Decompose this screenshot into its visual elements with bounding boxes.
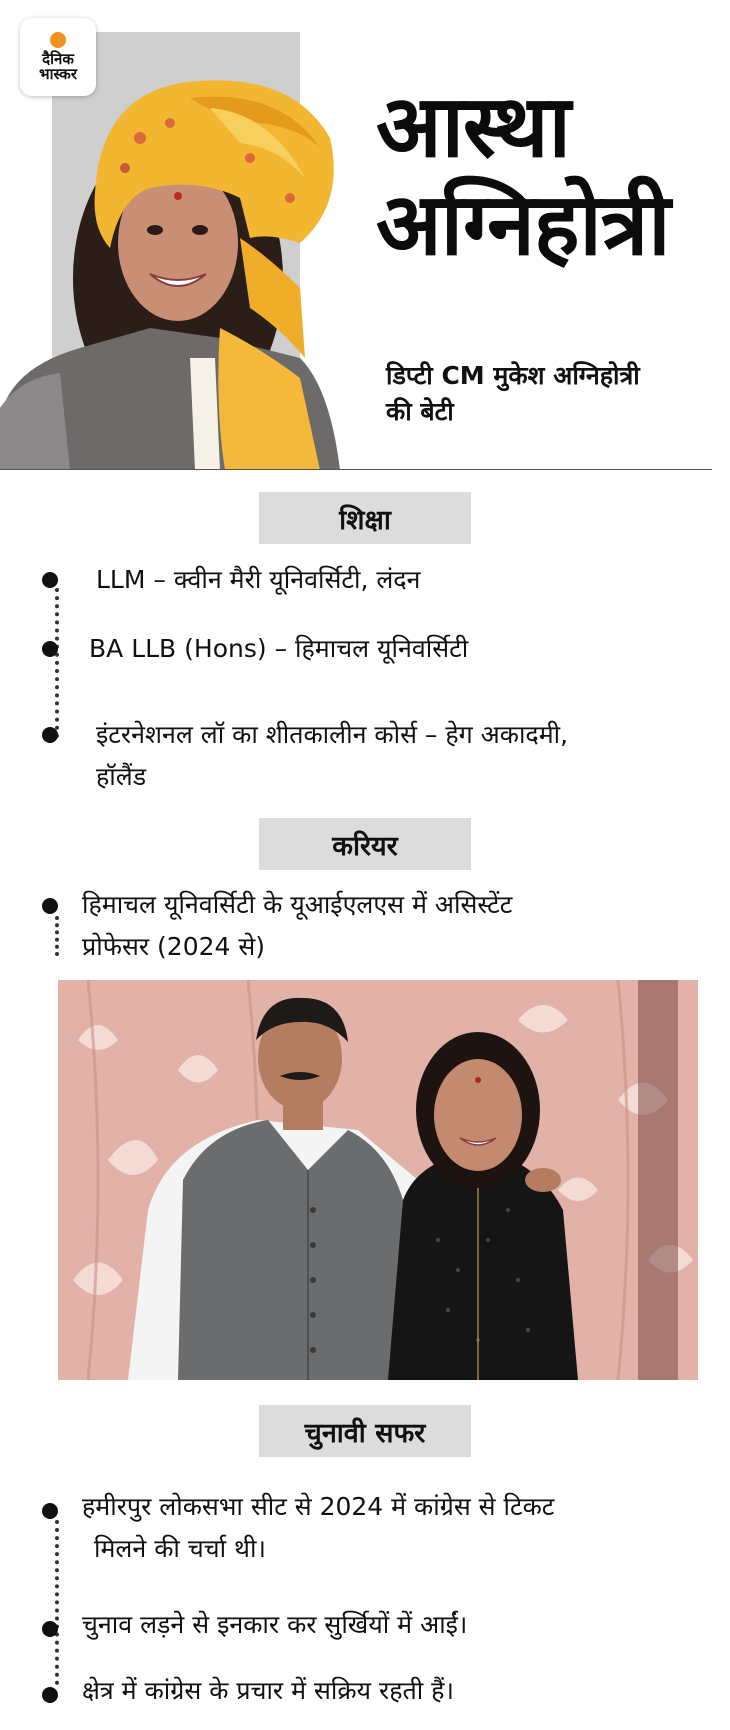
logo-sun-icon (50, 32, 66, 48)
election-item-1-cont: मिलने की चर्चा थी। (94, 1534, 266, 1563)
title-line-1: आस्था (376, 77, 570, 177)
subtitle-line-1: डिप्टी CM मुकेश अग्निहोत्री (386, 361, 640, 390)
election-item-3: क्षेत्र में कांग्रेस के प्रचार में सक्रिय रहती हैं। (82, 1676, 454, 1705)
career-section-title: करियर (259, 818, 471, 870)
page-title (376, 78, 670, 274)
page-subtitle (386, 358, 716, 430)
education-item-3-cont: हॉलैंड (96, 762, 147, 791)
election-bullet-1 (42, 1503, 58, 1519)
education-item-2: BA LLB (Hons) – हिमाचल यूनिवर्सिटी (89, 634, 469, 663)
election-item-1: हमीरपुर लोकसभा सीट से 2024 में कांग्रेस से टिकट (82, 1492, 555, 1521)
career-bullet-1 (42, 898, 58, 914)
subtitle-line-2: की बेटी (386, 397, 454, 426)
education-item-3: इंटरनेशनल लॉ का शीतकालीन कोर्स – हेग अकादमी, (96, 720, 569, 749)
header (0, 0, 730, 470)
father-daughter-photo (58, 980, 698, 1380)
career-timeline (55, 916, 59, 956)
logo-line-2: भास्कर (39, 65, 77, 83)
header-divider (0, 469, 712, 470)
logo-line-1: दैनिक (42, 50, 74, 68)
election-bullet-2 (42, 1621, 58, 1637)
election-section-title: चुनावी सफर (259, 1405, 471, 1457)
election-timeline (55, 1520, 59, 1685)
education-item-1: LLM – क्वीन मैरी यूनिवर्सिटी, लंदन (96, 565, 421, 594)
career-item-1: हिमाचल यूनिवर्सिटी के यूआईएलएस में असिस्टेंट (82, 890, 513, 919)
election-bullet-3 (42, 1687, 58, 1703)
education-section-title: शिक्षा (259, 492, 471, 544)
education-bullet-1 (42, 572, 58, 588)
election-item-2: चुनाव लड़ने से इनकार कर सुर्खियों में आईं। (82, 1610, 468, 1639)
career-item-1-cont: प्रोफेसर (2024 से) (82, 932, 266, 961)
education-bullet-3 (42, 727, 58, 743)
title-line-2: अग्निहोत्री (376, 175, 670, 275)
dainik-bhaskar-logo (20, 18, 96, 96)
education-bullet-2 (42, 641, 58, 657)
education-timeline (55, 588, 59, 738)
